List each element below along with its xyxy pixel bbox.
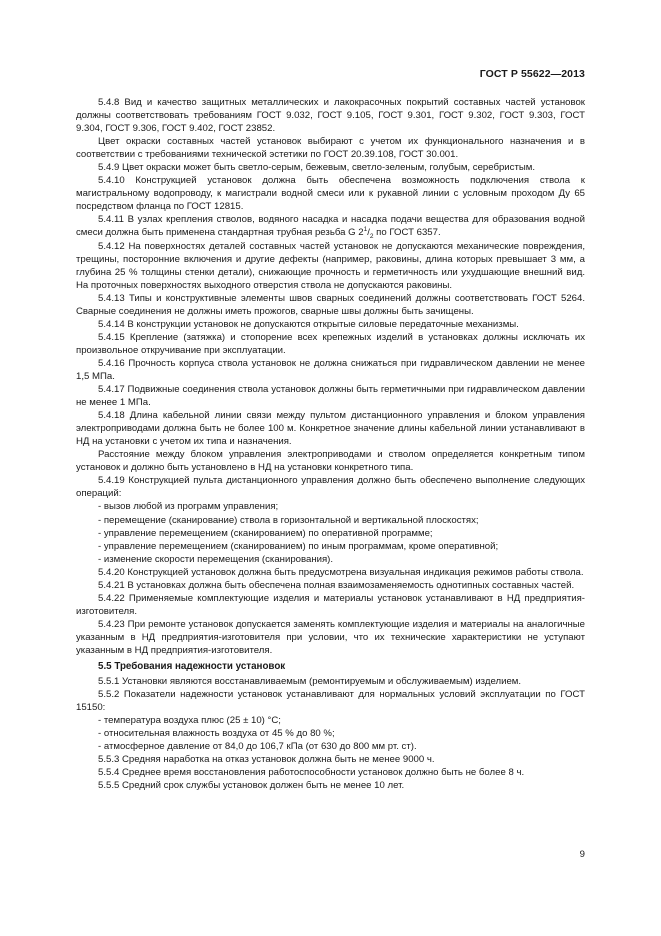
paragraph-5-5-3: 5.5.3 Средняя наработка на отказ установок должна быть не менее 9000 ч. [98,754,435,766]
list-item: - перемещение (сканирование) ствола в горизонтальной и вертикальной плоскостях; [98,514,479,526]
paragraph-5-4-8: 5.4.8 Вид и качество защитных металлических и лакокрасочных покрытий составных частей установок должны соответствовать требованиям ГОСТ 9.032, ГОСТ 9.105, ГОСТ 9.301, ГОСТ 9.302, ГОСТ 9.303, ГОСТ 9.304, ГОСТ 9.306, ГОСТ 9.402, ГОСТ 23852. [76,97,585,135]
list-item: - атмосферное давление от 84,0 до 106,7 кПа (от 630 до 800 мм рт. ст). [98,741,417,753]
paragraph-5-5-1: 5.5.1 Установки являются восстанавливаемым (ремонтируемым и обслуживаемым) изделием. [98,676,522,688]
paragraph-5-4-14: 5.4.14 В конструкции установок не допускаются открытые силовые передаточные механизмы. [98,318,519,330]
section-title-5-5: 5.5 Требования надежности установок [98,661,286,673]
paragraph-5-5-4: 5.5.4 Среднее время восстановления работоспособности установок должно быть не более 8 ч. [98,767,525,779]
paragraph-5-4-22: 5.4.22 Применяемые комплектующие изделия и материалы установок устанавливают в НД предприятия-изготовителя. [76,592,585,617]
list-item: - температура воздуха плюс (25 ± 10) °С; [98,715,281,727]
paragraph-5-4-16: 5.4.16 Прочность корпуса ствола установок не должна снижаться при гидравлическом давлении не менее 1,5 МПа. [76,357,585,382]
list-item: - управление перемещением (сканированием) по иным программам, кроме оперативной; [98,540,499,552]
paragraph-distance: Расстояние между блоком управления электроприводами и стволом определяется конкретным типом установок и должно быть установлено в НД на установки конкретного типа. [76,449,585,474]
list-item: - изменение скорости перемещения (сканирования). [98,553,334,565]
paragraph-5-4-17: 5.4.17 Подвижные соединения ствола установок должны быть герметичными при гидравлическом давлении не менее 1 МПа. [76,384,585,409]
paragraph-5-4-11: 5.4.11 В узлах крепления стволов, водяного насадка и насадка подачи вещества для образования водной смеси должна быть применена стандартная трубная резьба G $2^1/_2$ по ГОСТ 6357. [76,214,585,241]
paragraph-5-4-9: 5.4.9 Цвет окраски может быть светло-серым, бежевым, светло-зеленым, голубым, серебристым. [98,162,536,174]
paragraph-5-4-11-tail: по ГОСТ 6357. [373,227,441,239]
paragraph-5-4-10: 5.4.10 Конструкцией установок должна быть обеспечена возможность подключения ствола к магистральному водопроводу, к магистрали водной смеси или к рукавной линии с условным проходом Ду 65 посредством фланца по ГОСТ 12815. [76,175,585,213]
thread-size-denominator: 2 [369,233,374,241]
paragraph-5-5-2: 5.5.2 Показатели надежности установок устанавливают для нормальных условий эксплуатации по ГОСТ 15150: [76,689,585,714]
paragraph-5-4-13: 5.4.13 Типы и конструктивные элементы швов сварных соединений должны соответствовать ГОСТ 5264. Сварные соединения не должны иметь прожогов, сварные швы должны быть зачищены. [76,292,585,317]
paragraph-5-4-19: 5.4.19 Конструкцией пульта дистанционного управления должно быть обеспечено выполнение следующих операций: [76,475,585,500]
list-item: - вызов любой из программ управления; [98,501,279,513]
paragraph-5-4-20: 5.4.20 Конструкцией установок должна быть предусмотрена визуальная индикация режимов работы ствола. [98,566,584,578]
paragraph-5-4-23: 5.4.23 При ремонте установок допускается заменять комплектующие изделия и материалы на аналогичные указанным в НД предприятия-изготовителя при условии, что их технические характеристики не уступают указанным в НД предприятия-изготовителя. [76,618,585,656]
document-body [76,96,585,792]
list-item: - относительная влажность воздуха от 45 % до 80 %; [98,728,335,740]
paragraph-5-4-18: 5.4.18 Длина кабельной линии связи между пультом дистанционного управления и блоком управления электроприводами должна быть не более 100 м. Конкретное значение длины кабельной линии устанавливают в НД на установки с учетом их типа и назначения. [76,410,585,448]
paragraph-5-5-5: 5.5.5 Средний срок службы установок должен быть не менее 10 лет. [98,780,405,792]
paragraph-5-4-21: 5.4.21 В установках должна быть обеспечена полная взаимозаменяемость однотипных составных частей. [98,579,575,591]
thread-size-numerator: 1 [363,226,368,234]
paragraph-5-4-12: 5.4.12 На поверхностях деталей составных частей установок не допускаются механические повреждения, трещины, посторонние включения и другие дефекты (например, раковины, длина которых превышает 3 мм, а глубина 25 % толщины стенки детали), снижающие прочность и герметичность или ухудшающие внешний вид. На проточных поверхностях выходного отверстия ствола не допускаются раковины. [76,240,585,291]
document-header: ГОСТ Р 55622—2013 [479,68,585,80]
page-number: 9 [579,849,585,860]
paragraph-5-4-15: 5.4.15 Крепление (затяжка) и стопорение всех крепежных изделий в установках должны исключать их произвольное откручивание при эксплуатации. [76,331,585,356]
paragraph-color-choice: Цвет окраски составных частей установок выбирают с учетом их функционального назначения и в соответствии с требованиями технической эстетики по ГОСТ 20.39.108, ГОСТ 30.001. [76,136,585,161]
paragraph-5-4-11-text: 5.4.11 В узлах крепления стволов, водяного насадка и насадка подачи вещества для образования водной смеси должна быть применена стандартная трубная резьба G 2 [76,214,585,239]
list-item: - управление перемещением (сканированием) по оперативной программе; [98,527,433,539]
